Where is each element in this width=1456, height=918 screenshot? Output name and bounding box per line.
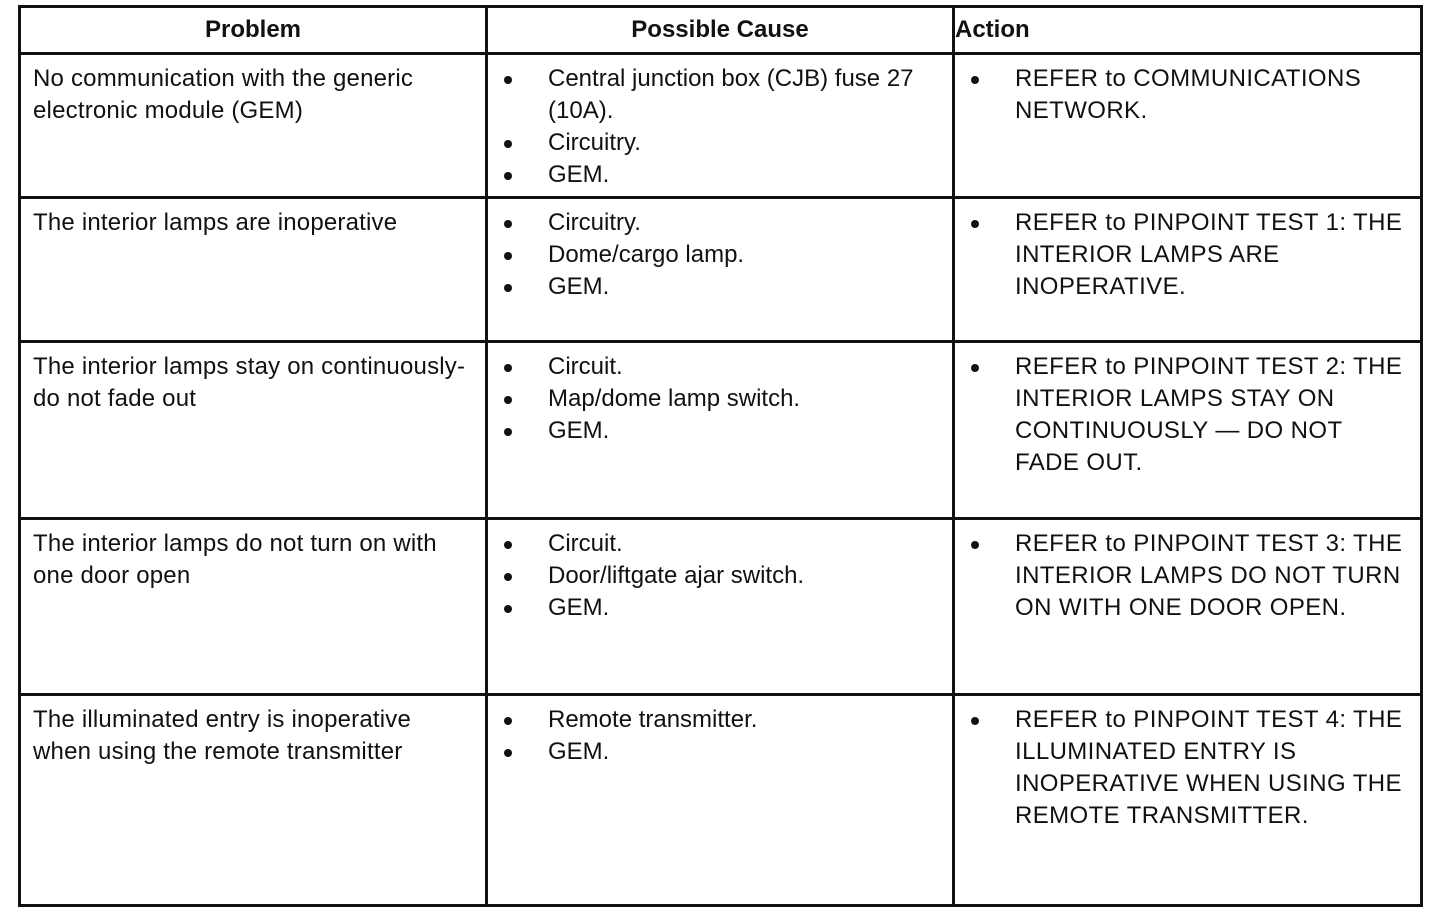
cause-item bbox=[500, 207, 944, 239]
action-list bbox=[955, 55, 1420, 127]
problem-cell bbox=[20, 342, 487, 518]
action-text: REFER to PINPOINT TEST 2: THE INTERIOR LAMPS STAY ON CONTINUOUSLY — DO NOT FADE OUT. bbox=[1015, 353, 1403, 477]
bullet-icon bbox=[971, 220, 979, 228]
action-item bbox=[967, 63, 1412, 127]
action-item bbox=[967, 528, 1412, 624]
cause-item bbox=[500, 239, 944, 271]
cause-item bbox=[500, 127, 944, 159]
bullet-icon bbox=[504, 396, 512, 404]
bullet-icon bbox=[971, 717, 979, 725]
cause-item bbox=[500, 415, 944, 447]
bullet-icon bbox=[504, 749, 512, 757]
header-action: Action bbox=[954, 7, 1422, 54]
action-cell bbox=[954, 518, 1422, 694]
cause-text: Circuitry. bbox=[548, 129, 641, 156]
cause-item bbox=[500, 383, 944, 415]
cause-text: GEM. bbox=[548, 417, 610, 445]
cause-text: Remote transmitter. bbox=[548, 706, 758, 734]
action-list bbox=[955, 520, 1420, 624]
cause-cell bbox=[487, 342, 954, 518]
cause-cell bbox=[487, 198, 954, 342]
bullet-icon bbox=[504, 140, 512, 148]
cause-text: Central junction box (CJB) fuse 27 (10A). bbox=[548, 65, 914, 124]
action-item bbox=[967, 704, 1412, 832]
cause-text: Door/liftgate ajar switch. bbox=[548, 561, 805, 589]
cause-cell bbox=[487, 518, 954, 694]
cause-text: Dome/cargo lamp. bbox=[548, 241, 745, 269]
cause-text: Circuitry. bbox=[548, 209, 641, 237]
table-row bbox=[20, 54, 1422, 198]
problem-cell bbox=[20, 518, 487, 694]
action-text: REFER to PINPOINT TEST 4: THE ILLUMINATED ENTRY IS INOPERATIVE WHEN USING THE REMOTE TRANSMITTER. bbox=[1015, 706, 1403, 830]
cause-item bbox=[500, 271, 944, 303]
bullet-icon bbox=[504, 220, 512, 228]
header-possible-cause: Possible Cause bbox=[487, 7, 954, 54]
problem-cell bbox=[20, 695, 487, 906]
action-cell bbox=[954, 695, 1422, 906]
problem-text: The illuminated entry is inoperative when using the remote transmitter bbox=[33, 706, 412, 766]
cause-text: Circuit. bbox=[548, 353, 623, 381]
bullet-icon bbox=[504, 573, 512, 581]
bullet-icon bbox=[504, 364, 512, 372]
action-text: REFER to PINPOINT TEST 3: THE INTERIOR LAMPS DO NOT TURN ON WITH ONE DOOR OPEN. bbox=[1015, 529, 1403, 621]
cause-item bbox=[500, 159, 944, 191]
bullet-icon bbox=[504, 284, 512, 292]
bullet-icon bbox=[971, 541, 979, 549]
action-text: REFER to COMMUNICATIONS NETWORK. bbox=[1015, 65, 1362, 124]
problem-text: The interior lamps stay on continuously-do not fade out bbox=[33, 353, 466, 413]
problem-text: The interior lamps are inoperative bbox=[33, 209, 398, 237]
cause-text: Map/dome lamp switch. bbox=[548, 385, 801, 413]
bullet-icon bbox=[504, 605, 512, 613]
problem-text: No communication with the generic electronic module (GEM) bbox=[33, 65, 414, 124]
table-row bbox=[20, 198, 1422, 342]
cause-text: GEM. bbox=[548, 738, 610, 766]
problem-text: The interior lamps do not turn on with one door open bbox=[33, 529, 437, 589]
table-row bbox=[20, 342, 1422, 518]
bullet-icon bbox=[504, 541, 512, 549]
cause-text: GEM. bbox=[548, 593, 610, 621]
cause-list bbox=[488, 343, 952, 447]
bullet-icon bbox=[504, 76, 512, 84]
cause-item bbox=[500, 704, 944, 736]
header-row bbox=[20, 7, 1422, 54]
action-list bbox=[955, 343, 1420, 479]
cause-item bbox=[500, 560, 944, 592]
action-list bbox=[955, 199, 1420, 303]
cause-cell bbox=[487, 695, 954, 906]
diagnosis-table bbox=[18, 5, 1423, 907]
cause-list bbox=[488, 520, 952, 624]
cause-item bbox=[500, 736, 944, 768]
table-row bbox=[20, 518, 1422, 694]
problem-cell bbox=[20, 198, 487, 342]
bullet-icon bbox=[971, 364, 979, 372]
cause-text: GEM. bbox=[548, 161, 610, 188]
cause-item bbox=[500, 351, 944, 383]
bullet-icon bbox=[504, 428, 512, 436]
cause-list bbox=[488, 55, 952, 191]
cause-list bbox=[488, 696, 952, 768]
action-list bbox=[955, 696, 1420, 832]
cause-text: GEM. bbox=[548, 273, 610, 301]
action-item bbox=[967, 207, 1412, 303]
action-text: REFER to PINPOINT TEST 1: THE INTERIOR LAMPS ARE INOPERATIVE. bbox=[1015, 209, 1403, 301]
action-cell bbox=[954, 198, 1422, 342]
bullet-icon bbox=[504, 172, 512, 180]
cause-cell bbox=[487, 54, 954, 198]
bullet-icon bbox=[971, 76, 979, 84]
bullet-icon bbox=[504, 717, 512, 725]
action-cell bbox=[954, 54, 1422, 198]
action-cell bbox=[954, 342, 1422, 518]
bullet-icon bbox=[504, 252, 512, 260]
header-problem: Problem bbox=[20, 7, 487, 54]
table-row bbox=[20, 695, 1422, 906]
problem-cell bbox=[20, 54, 487, 198]
cause-item bbox=[500, 63, 944, 127]
cause-item bbox=[500, 592, 944, 624]
cause-text: Circuit. bbox=[548, 529, 623, 557]
cause-list bbox=[488, 199, 952, 303]
cause-item bbox=[500, 528, 944, 560]
action-item bbox=[967, 351, 1412, 479]
